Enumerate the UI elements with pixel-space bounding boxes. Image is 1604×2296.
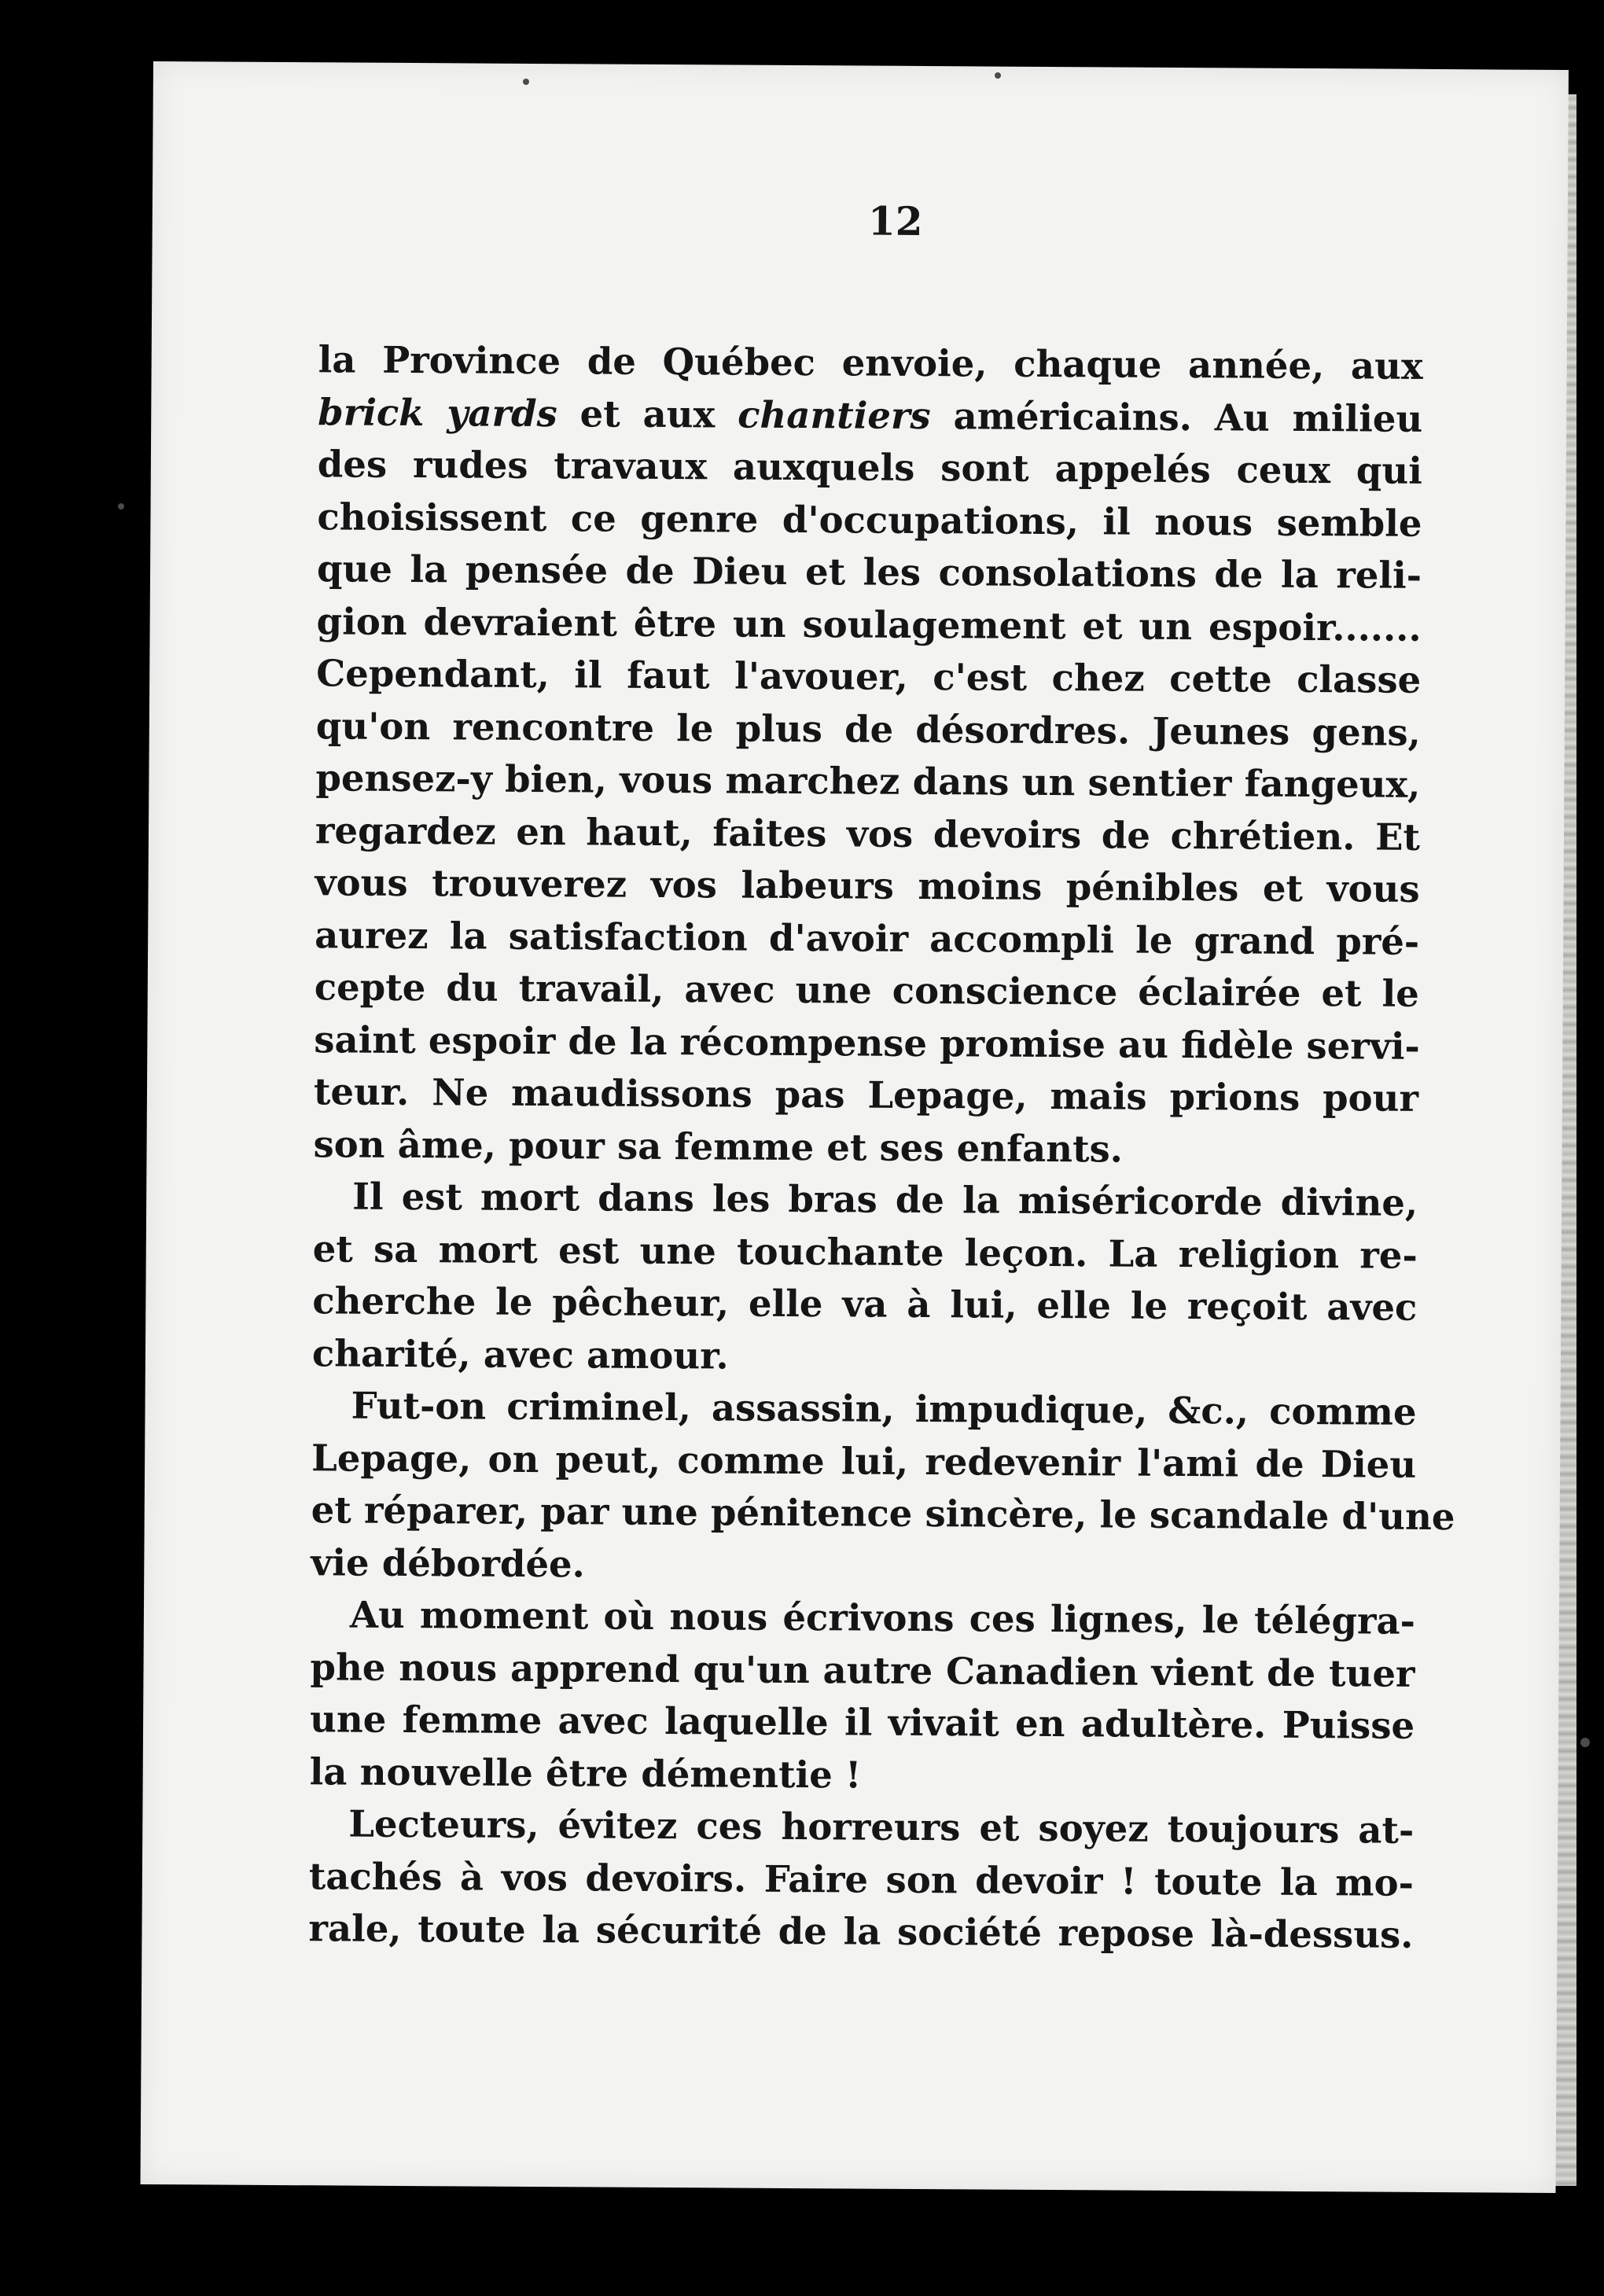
text-line: pensez-y bien, vous marchez dans un sentier fangeux, <box>315 756 1421 806</box>
text-line: regardez en haut, faites vos devoirs de chrétien. Et <box>315 808 1421 859</box>
scan-speck <box>1580 1738 1590 1747</box>
text-line: Fut-on criminel, assassin, impudique, &c., comme <box>351 1383 1417 1433</box>
text-line: Au moment où nous écrivons ces lignes, le télégra- <box>349 1592 1416 1643</box>
text-line <box>318 386 1422 445</box>
book-page <box>141 61 1569 2193</box>
text-line: aurez la satisfaction d'avoir accompli le grand pré- <box>315 912 1420 963</box>
text-line: cepte du travail, avec une conscience éclairée et le <box>314 965 1419 1015</box>
paragraph-5 <box>308 1797 1414 1961</box>
text-line: vous trouverez vos labeurs moins pénibles et vous <box>315 860 1420 911</box>
text-line: Lepage, on peut, comme lui, redevenir l'ami de Dieu <box>311 1435 1417 1486</box>
scan-speck <box>118 503 124 510</box>
text-line: cherche le pêcheur, elle va à lui, elle le reçoit avec <box>312 1279 1418 1329</box>
scan-speck <box>523 79 529 85</box>
text-line: la Province de Québec envoie, chaque année, aux <box>318 337 1423 388</box>
text-line: tachés à vos devoirs. Faire son devoir ! toute la mo- <box>308 1853 1415 1904</box>
page-number: 12 <box>867 197 923 245</box>
text-line: et sa mort est une touchante leçon. La religion re- <box>312 1226 1418 1277</box>
paragraph-4 <box>310 1588 1416 1805</box>
text-line: gion devraient être un soulagement et un espoir....... <box>316 598 1422 649</box>
text-line: Cependant, il faut l'avouer, c'est chez cette classe <box>316 651 1422 701</box>
text-line: phe nous apprend qu'un autre Canadien vient de tuer <box>310 1644 1415 1695</box>
text-line: choisissent ce genre d'occupations, il nous semble <box>317 494 1422 545</box>
body-text <box>308 333 1455 1961</box>
text-line: charité, avec amour. <box>311 1330 729 1377</box>
italic-text: chantiers <box>738 392 931 437</box>
text-fragment: et aux <box>557 391 738 436</box>
text-line: saint espoir de la récompense promise au fidèle servi- <box>314 1017 1420 1068</box>
text-fragment: américains. Au milieu <box>930 393 1423 440</box>
text-line: que la pensée de Dieu et les consolations de la reli- <box>316 546 1422 597</box>
text-line: vie débordée. <box>311 1540 585 1585</box>
text-line: teur. Ne maudissons pas Lepage, mais prions pour <box>313 1069 1419 1120</box>
italic-text: brick yards <box>318 389 557 435</box>
text-line: son âme, pour sa femme et ses enfants. <box>313 1121 1124 1171</box>
paragraph-2 <box>312 1170 1418 1386</box>
text-line: Il est mort dans les bras de la miséricorde divine, <box>352 1174 1418 1224</box>
text-line: une femme avec laquelle il vivait en adultère. Puisse <box>309 1697 1415 1747</box>
text-line: la nouvelle être démentie ! <box>309 1749 862 1797</box>
text-line: rale, toute la sécurité de la société repose là-dessus. <box>308 1906 1414 1956</box>
scan-speck <box>995 72 1001 79</box>
paragraph-1 <box>313 333 1422 1177</box>
text-line: Lecteurs, évitez ces horreurs et soyez toujours at- <box>348 1801 1415 1852</box>
text-line: qu'on rencontre le plus de désordres. Jeunes gens, <box>315 703 1421 754</box>
text-line: et réparer, par une pénitence sincère, le scandale d'une <box>311 1488 1455 1539</box>
text-line: des rudes travaux auxquels sont appelés ceux qui <box>317 442 1423 492</box>
paragraph-3 <box>311 1379 1455 1595</box>
